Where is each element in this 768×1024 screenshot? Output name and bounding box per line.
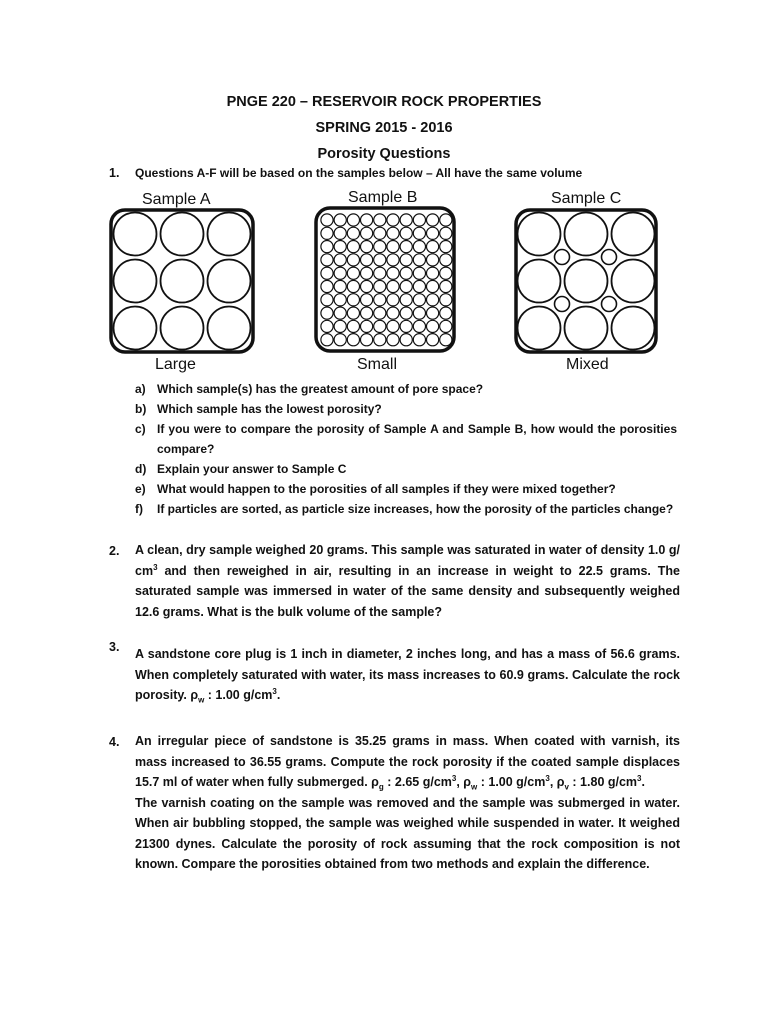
small-grain bbox=[413, 334, 425, 346]
q3-subscript: w bbox=[198, 695, 205, 705]
subquestion-d bbox=[135, 460, 680, 480]
course-title: PNGE 220 – RESERVOIR ROCK PROPERTIES bbox=[226, 94, 542, 110]
small-grain bbox=[427, 227, 439, 239]
large-grain bbox=[114, 260, 157, 303]
small-grain bbox=[387, 294, 399, 306]
small-grain bbox=[440, 254, 452, 266]
small-grain bbox=[321, 267, 333, 279]
small-grain bbox=[387, 214, 399, 226]
large-grain bbox=[612, 260, 655, 303]
q4-text bbox=[135, 731, 680, 875]
small-grain bbox=[361, 307, 373, 319]
subquestion-c bbox=[135, 420, 680, 459]
q4-text-part: : 1.80 g/cm bbox=[568, 775, 638, 789]
small-grain bbox=[413, 227, 425, 239]
small-grain bbox=[361, 254, 373, 266]
q3-text-part: : 1.00 g/cm bbox=[204, 688, 273, 702]
small-grain bbox=[347, 227, 359, 239]
small-grain bbox=[321, 294, 333, 306]
small-grain bbox=[427, 214, 439, 226]
q4-text-part: An irregular piece of sandstone is 35.25 grams in mass. When coated with varnish, its mass increased to 36.55 grams. Compute the rock porosity if the coated sample displaces 15.7 ml of water when fully submerged. ρ bbox=[135, 734, 680, 789]
small-grain bbox=[440, 307, 452, 319]
small-grain bbox=[400, 214, 412, 226]
small-grain bbox=[321, 320, 333, 332]
small-grain bbox=[361, 294, 373, 306]
small-grain bbox=[387, 227, 399, 239]
small-grain bbox=[400, 254, 412, 266]
small-grain bbox=[413, 307, 425, 319]
small-grain bbox=[374, 334, 386, 346]
small-grain bbox=[374, 214, 386, 226]
large-grain bbox=[612, 213, 655, 256]
subquestion-text: If particles are sorted, as particle size increases, how the porosity of the particles change? bbox=[157, 502, 674, 516]
small-grain bbox=[321, 334, 333, 346]
small-grain bbox=[440, 267, 452, 279]
small-grain bbox=[602, 250, 617, 265]
small-grain bbox=[374, 280, 386, 292]
small-grain bbox=[374, 294, 386, 306]
small-grain bbox=[400, 280, 412, 292]
q4-text-part: . bbox=[641, 775, 645, 789]
small-grain bbox=[374, 267, 386, 279]
small-grain bbox=[347, 214, 359, 226]
small-grain bbox=[361, 267, 373, 279]
small-grain bbox=[334, 254, 346, 266]
q4-text-part: : 1.00 g/cm bbox=[477, 775, 546, 789]
small-grain bbox=[321, 307, 333, 319]
small-grain bbox=[321, 254, 333, 266]
small-grain bbox=[427, 241, 439, 253]
sample-c-caption: Mixed bbox=[566, 356, 609, 373]
sample-a-title: Sample A bbox=[142, 191, 211, 208]
large-grain bbox=[208, 213, 251, 256]
small-grain bbox=[440, 214, 452, 226]
subquestion-letter: a) bbox=[135, 382, 146, 396]
subquestion-letter: f) bbox=[135, 502, 143, 516]
small-grain bbox=[347, 307, 359, 319]
subquestion-letter: d) bbox=[135, 462, 147, 476]
small-grain bbox=[555, 297, 570, 312]
q4-number: 4. bbox=[109, 735, 120, 749]
large-grain bbox=[161, 307, 204, 350]
q2-text-part: A clean, dry sample weighed 20 grams. This sample was saturated in water of density 1.0 g/ cm bbox=[135, 543, 680, 578]
q4-subscript: v bbox=[564, 782, 569, 792]
small-grain bbox=[361, 334, 373, 346]
subquestion-a bbox=[135, 380, 680, 400]
q1-number: 1. bbox=[109, 166, 120, 180]
q4-text-part: , ρ bbox=[549, 775, 565, 789]
q3-text-part: . bbox=[276, 688, 281, 702]
large-grain bbox=[518, 260, 561, 303]
subquestion-text: Which sample(s) has the greatest amount of pore space? bbox=[157, 382, 484, 396]
small-grain bbox=[334, 280, 346, 292]
small-grain bbox=[400, 241, 412, 253]
small-grain bbox=[334, 294, 346, 306]
subquestion-text: Explain your answer to Sample C bbox=[157, 462, 347, 476]
small-grain bbox=[361, 214, 373, 226]
small-grain bbox=[374, 241, 386, 253]
small-grain bbox=[334, 320, 346, 332]
small-grain bbox=[374, 227, 386, 239]
small-grain bbox=[440, 241, 452, 253]
small-grain bbox=[413, 254, 425, 266]
subquestion-text: What would happen to the porosities of all samples if they were mixed together? bbox=[157, 482, 616, 496]
small-grain bbox=[427, 280, 439, 292]
small-grain bbox=[427, 267, 439, 279]
subquestion-letter: b) bbox=[135, 402, 147, 416]
subquestion-e bbox=[135, 480, 680, 500]
small-grain bbox=[413, 294, 425, 306]
large-grain bbox=[114, 307, 157, 350]
small-grain bbox=[413, 320, 425, 332]
small-grain bbox=[427, 294, 439, 306]
q3-number: 3. bbox=[109, 640, 120, 654]
q4-subscript: g bbox=[378, 782, 384, 792]
small-grain bbox=[602, 297, 617, 312]
small-grain bbox=[413, 267, 425, 279]
small-grain bbox=[347, 294, 359, 306]
subquestion-letter: e) bbox=[135, 482, 146, 496]
small-grain bbox=[347, 254, 359, 266]
subquestion-b bbox=[135, 400, 680, 420]
large-grain bbox=[161, 213, 204, 256]
q4-paragraph-2: The varnish coating on the sample was removed and the sample was submerged in water. When air bubbling stopped, the sample was weighed while suspended in water. It weighed 21300 dynes. Calculate the porosity of rock assuming that the rock composition is not known. Compare the porosities obtained from two methods and explain the difference. bbox=[135, 795, 680, 871]
small-grain bbox=[334, 241, 346, 253]
q4-text-part: : 2.65 g/cm bbox=[383, 775, 452, 789]
sample-a-caption: Large bbox=[155, 356, 196, 373]
small-grain bbox=[361, 280, 373, 292]
small-grain bbox=[334, 267, 346, 279]
small-grain bbox=[427, 254, 439, 266]
small-grain bbox=[334, 334, 346, 346]
small-grain bbox=[321, 241, 333, 253]
q4-subscript: w bbox=[471, 782, 478, 792]
small-grain bbox=[387, 254, 399, 266]
q4-superscript: 3 bbox=[637, 773, 642, 783]
small-grain bbox=[440, 294, 452, 306]
small-grain bbox=[347, 280, 359, 292]
small-grain bbox=[387, 267, 399, 279]
sample-b-caption: Small bbox=[357, 356, 398, 373]
small-grain bbox=[387, 241, 399, 253]
q4-paragraph-1 bbox=[135, 731, 680, 793]
q4-superscript: 3 bbox=[545, 773, 550, 783]
small-grain bbox=[413, 241, 425, 253]
sample-a-diagram bbox=[111, 210, 253, 352]
subquestion-text: Which sample has the lowest porosity? bbox=[157, 402, 382, 416]
small-grain bbox=[374, 254, 386, 266]
small-grain bbox=[361, 227, 373, 239]
small-grain bbox=[400, 294, 412, 306]
small-grain bbox=[347, 320, 359, 332]
small-grain bbox=[440, 334, 452, 346]
small-grain bbox=[361, 241, 373, 253]
large-grain bbox=[114, 213, 157, 256]
subquestion-text: If you were to compare the porosity of Sample A and Sample B, how would the porosities compare? bbox=[157, 422, 677, 456]
small-grain bbox=[440, 320, 452, 332]
q2-text-part: and then reweighed in air, resulting in an increase in weight to 22.5 grams. The saturated sample was immersed in water of the same density and subsequently weighed 12.6 grams. What is the bulk volume of the sample? bbox=[135, 563, 680, 619]
small-grain bbox=[334, 227, 346, 239]
small-grain bbox=[334, 214, 346, 226]
small-grain bbox=[387, 320, 399, 332]
sample-c-frame bbox=[516, 210, 656, 352]
q4-superscript: 3 bbox=[451, 773, 457, 783]
q3-text bbox=[135, 644, 680, 706]
small-grain bbox=[400, 334, 412, 346]
small-grain bbox=[427, 334, 439, 346]
small-grain bbox=[321, 227, 333, 239]
small-grain bbox=[400, 267, 412, 279]
large-grain bbox=[518, 213, 561, 256]
small-grain bbox=[321, 214, 333, 226]
small-grain bbox=[321, 280, 333, 292]
q2-superscript: 3 bbox=[153, 562, 158, 572]
q2-text bbox=[135, 540, 680, 622]
small-grain bbox=[347, 267, 359, 279]
large-grain bbox=[565, 213, 608, 256]
small-grain bbox=[374, 307, 386, 319]
small-grain bbox=[334, 307, 346, 319]
large-grain bbox=[565, 260, 608, 303]
small-grain bbox=[387, 307, 399, 319]
large-grain bbox=[565, 307, 608, 350]
small-grain bbox=[427, 320, 439, 332]
small-grain bbox=[347, 241, 359, 253]
large-grain bbox=[612, 307, 655, 350]
small-grain bbox=[387, 334, 399, 346]
small-grain bbox=[387, 280, 399, 292]
q3-text-part: A sandstone core plug is 1 inch in diameter, 2 inches long, and has a mass of 56.6 grams. When completely saturated with water, its mass increases to 60.9 grams. Calculate the rock porosity. ρ bbox=[135, 647, 680, 702]
topic-title: Porosity Questions bbox=[317, 146, 451, 162]
small-grain bbox=[400, 320, 412, 332]
large-grain bbox=[518, 307, 561, 350]
small-grain bbox=[427, 307, 439, 319]
small-grain bbox=[440, 280, 452, 292]
small-grain bbox=[347, 334, 359, 346]
sample-c-diagram bbox=[516, 210, 656, 352]
small-grain bbox=[413, 280, 425, 292]
subquestion-f bbox=[135, 500, 680, 520]
sample-b-diagram bbox=[316, 208, 454, 351]
sample-b-title: Sample B bbox=[348, 189, 418, 206]
large-grain bbox=[208, 307, 251, 350]
small-grain bbox=[555, 250, 570, 265]
small-grain bbox=[413, 214, 425, 226]
small-grain bbox=[361, 320, 373, 332]
large-grain bbox=[208, 260, 251, 303]
small-grain bbox=[374, 320, 386, 332]
sample-c-title: Sample C bbox=[551, 190, 622, 207]
q2-number: 2. bbox=[109, 544, 120, 558]
term-title: SPRING 2015 - 2016 bbox=[315, 120, 453, 136]
small-grain bbox=[440, 227, 452, 239]
small-grain bbox=[400, 307, 412, 319]
q1-intro: Questions A-F will be based on the samples below – All have the same volume bbox=[135, 166, 583, 180]
q3-superscript: 3 bbox=[272, 686, 277, 696]
subquestion-letter: c) bbox=[135, 422, 146, 436]
sample-a-frame bbox=[111, 210, 253, 352]
small-grain bbox=[400, 227, 412, 239]
large-grain bbox=[161, 260, 204, 303]
q4-text-part: , ρ bbox=[456, 775, 472, 789]
